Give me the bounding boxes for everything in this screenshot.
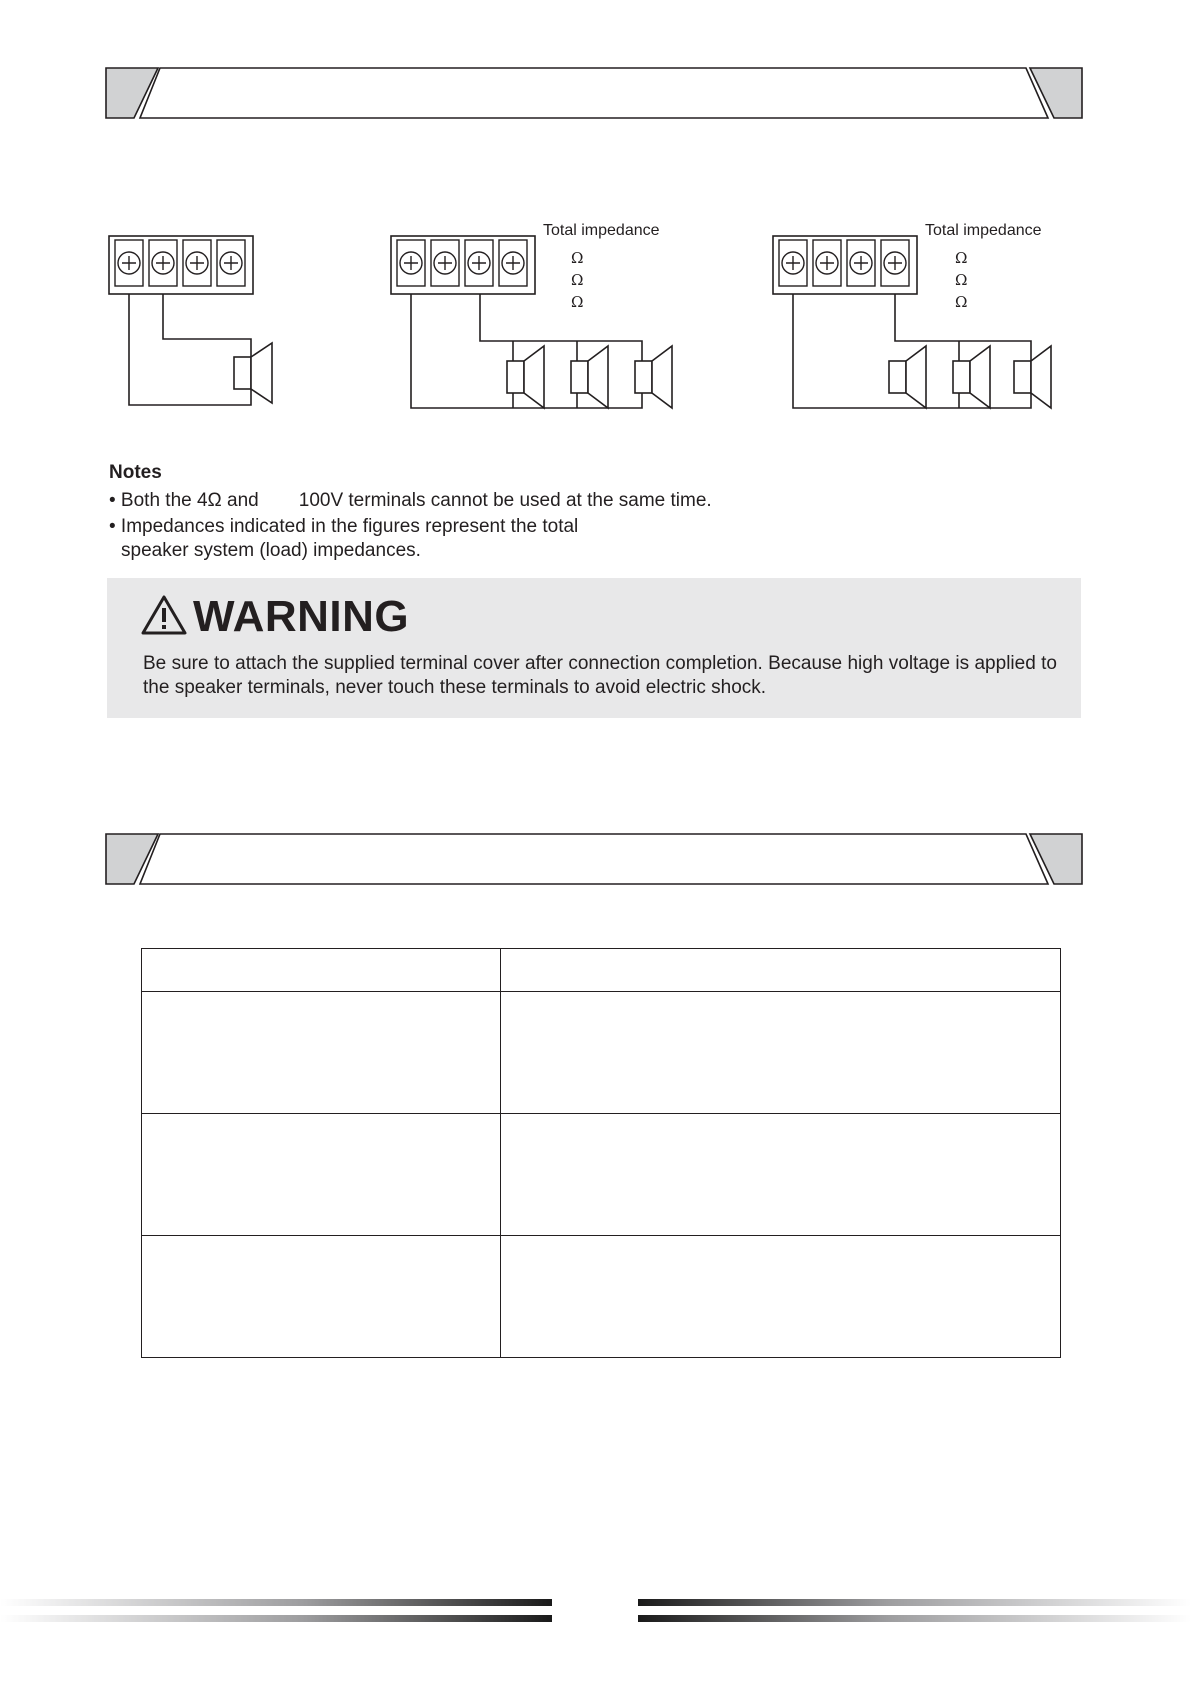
impedance-value: Ω	[955, 249, 968, 267]
footer-bar-right	[638, 1599, 1191, 1625]
note-terminals-start: • Both the 4Ω and	[109, 490, 259, 511]
table-header-cell	[142, 949, 501, 992]
table-header-cell	[501, 949, 1061, 992]
note-terminals-end: 100V terminals cannot be used at the same time.	[298, 490, 712, 511]
footer-bar-left	[0, 1599, 552, 1625]
impedance-value: Ω	[955, 271, 968, 289]
warning-heading	[141, 592, 409, 642]
impedance-value: Ω	[571, 271, 584, 289]
impedance-value: Ω	[955, 293, 968, 311]
warning-box	[107, 578, 1081, 718]
warning-label: WARNING	[193, 592, 410, 641]
table-row	[142, 992, 1061, 1114]
section-banner-connection	[104, 66, 1084, 124]
note-impedance-continued: speaker system (load) impedances.	[121, 540, 421, 561]
spec-table	[141, 948, 1061, 1358]
note-terminals	[109, 490, 712, 512]
warning-text: Be sure to attach the supplied terminal cover after connection completion. Because high voltage is applied to the speaker terminals, never touch these terminals to avoid electric shock.	[143, 653, 1057, 698]
impedance-value: Ω	[571, 249, 584, 267]
table-cell	[501, 1236, 1061, 1358]
impedance-title: Total impedance	[543, 222, 660, 239]
wiring-diagram-single	[108, 222, 278, 422]
impedance-value: Ω	[571, 293, 584, 311]
table-row	[142, 1236, 1061, 1358]
table-cell	[142, 992, 501, 1114]
table-cell	[501, 992, 1061, 1114]
wiring-diagram-parallel-b	[772, 222, 1072, 422]
table-header-row	[142, 949, 1061, 992]
note-impedance: • Impedances indicated in the figures represent the total	[109, 516, 579, 537]
wiring-diagram-parallel-a	[390, 222, 680, 422]
table-cell	[501, 1114, 1061, 1236]
section-banner-specification	[104, 832, 1084, 890]
notes-title: Notes	[109, 462, 162, 483]
table-row	[142, 1114, 1061, 1236]
warning-triangle-icon	[141, 594, 187, 641]
impedance-title: Total impedance	[925, 222, 1042, 239]
table-cell	[142, 1114, 501, 1236]
table-cell	[142, 1236, 501, 1358]
